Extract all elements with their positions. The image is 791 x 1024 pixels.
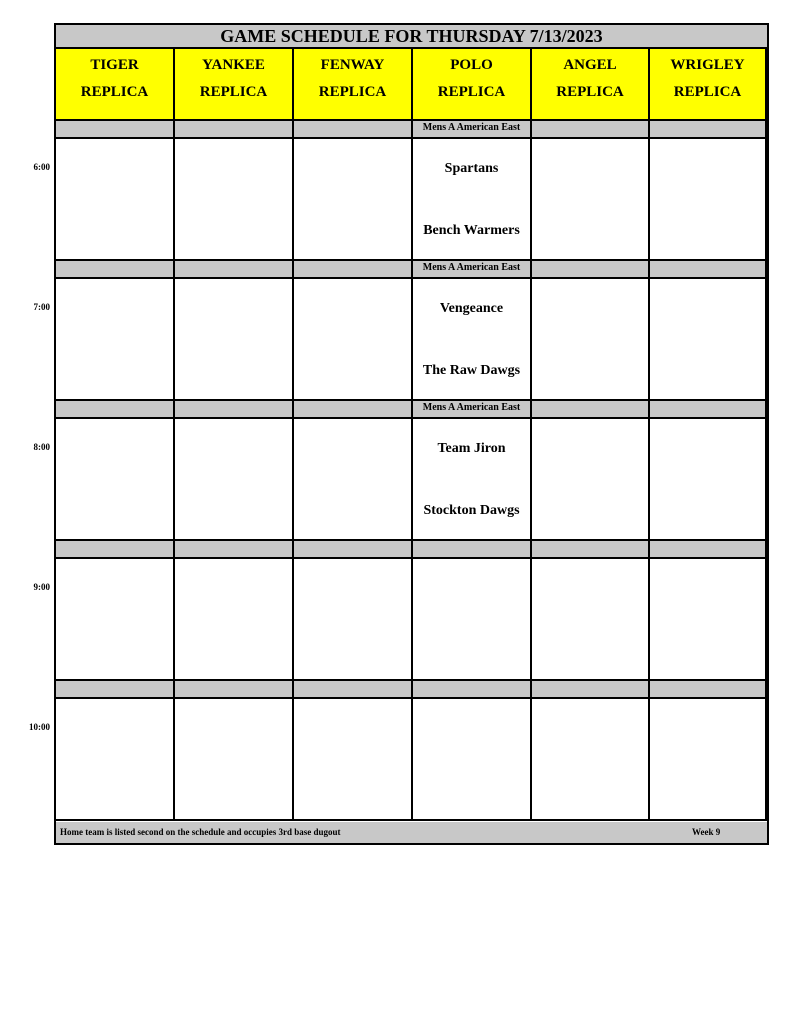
- home-team: The Raw Dawgs: [422, 363, 521, 378]
- empty-game-cell: [56, 559, 175, 681]
- field-subtitle: REPLICA: [673, 84, 742, 100]
- field-header-polo: [413, 49, 532, 121]
- empty-game-cell: [56, 139, 175, 261]
- away-team: Spartans: [444, 161, 499, 176]
- division-band: [650, 681, 767, 699]
- field-subtitle: REPLICA: [318, 84, 387, 100]
- field-header-wrigley: [650, 49, 767, 121]
- week-label: Week 9: [692, 827, 721, 837]
- footer-note: Home team is listed second on the schedule and occupies 3rd base dugout: [60, 827, 341, 837]
- division-band: Mens A American East: [413, 121, 532, 139]
- empty-game-cell: [56, 699, 175, 821]
- empty-game-cell: [175, 279, 294, 401]
- empty-game-cell: [650, 559, 767, 681]
- schedule-table: [54, 23, 769, 845]
- home-team: Bench Warmers: [423, 223, 520, 238]
- time-label: 6:00: [33, 162, 50, 172]
- division-band: [175, 261, 294, 279]
- game-cell: [413, 139, 532, 261]
- time-label: 9:00: [33, 582, 50, 592]
- field-name: YANKEE: [202, 57, 265, 73]
- field-name: POLO: [450, 57, 493, 73]
- field-header-yankee: [175, 49, 294, 121]
- division-band: [413, 681, 532, 699]
- division-band: [532, 401, 650, 419]
- division-band: [56, 121, 175, 139]
- division-band: [56, 541, 175, 559]
- empty-game-cell: [56, 419, 175, 541]
- division-band: [650, 541, 767, 559]
- empty-game-cell: [650, 279, 767, 401]
- division-band: [175, 401, 294, 419]
- division-band: [413, 541, 532, 559]
- empty-game-cell: [294, 419, 413, 541]
- empty-game-cell: [175, 699, 294, 821]
- time-label: 10:00: [29, 722, 50, 732]
- division-band: [56, 681, 175, 699]
- division-band: [294, 681, 413, 699]
- empty-game-cell: [294, 559, 413, 681]
- field-subtitle: REPLICA: [437, 84, 506, 100]
- division-band: [175, 541, 294, 559]
- division-band: Mens A American East: [413, 261, 532, 279]
- division-band: [650, 401, 767, 419]
- division-band: [294, 401, 413, 419]
- empty-game-cell: [56, 279, 175, 401]
- division-band: [56, 261, 175, 279]
- division-band: [532, 541, 650, 559]
- field-header-angel: [532, 49, 650, 121]
- empty-game-cell: [294, 699, 413, 821]
- division-band: [532, 261, 650, 279]
- field-subtitle: REPLICA: [556, 84, 624, 100]
- field-header-fenway: [294, 49, 413, 121]
- field-header-tiger: [56, 49, 175, 121]
- empty-game-cell: [175, 139, 294, 261]
- schedule-title: GAME SCHEDULE FOR THURSDAY 7/13/2023: [56, 25, 767, 49]
- time-label: 7:00: [33, 302, 50, 312]
- division-band: [175, 121, 294, 139]
- empty-game-cell: [650, 419, 767, 541]
- division-band: [56, 401, 175, 419]
- empty-game-cell: [650, 699, 767, 821]
- empty-game-cell: [532, 699, 650, 821]
- empty-game-cell: [413, 559, 532, 681]
- division-band: [650, 121, 767, 139]
- division-band: [650, 261, 767, 279]
- field-name: FENWAY: [320, 57, 385, 73]
- field-name: ANGEL: [563, 57, 617, 73]
- empty-game-cell: [175, 419, 294, 541]
- time-label: 8:00: [33, 442, 50, 452]
- away-team: Vengeance: [439, 301, 504, 316]
- empty-game-cell: [294, 279, 413, 401]
- empty-game-cell: [532, 419, 650, 541]
- away-team: Team Jiron: [437, 441, 506, 456]
- division-band: [294, 541, 413, 559]
- game-cell: [413, 419, 532, 541]
- division-band: [532, 121, 650, 139]
- game-cell: [413, 279, 532, 401]
- empty-game-cell: [532, 559, 650, 681]
- field-subtitle: REPLICA: [199, 84, 268, 100]
- empty-game-cell: [413, 699, 532, 821]
- empty-game-cell: [532, 279, 650, 401]
- empty-game-cell: [532, 139, 650, 261]
- empty-game-cell: [175, 559, 294, 681]
- division-band: Mens A American East: [413, 401, 532, 419]
- division-band: [294, 121, 413, 139]
- division-band: [175, 681, 294, 699]
- empty-game-cell: [650, 139, 767, 261]
- division-band: [532, 681, 650, 699]
- field-subtitle: REPLICA: [80, 84, 149, 100]
- empty-game-cell: [294, 139, 413, 261]
- field-name: WRIGLEY: [670, 57, 745, 73]
- field-name: TIGER: [90, 57, 139, 73]
- schedule-footer: [56, 822, 767, 843]
- division-band: [294, 261, 413, 279]
- home-team: Stockton Dawgs: [423, 503, 520, 518]
